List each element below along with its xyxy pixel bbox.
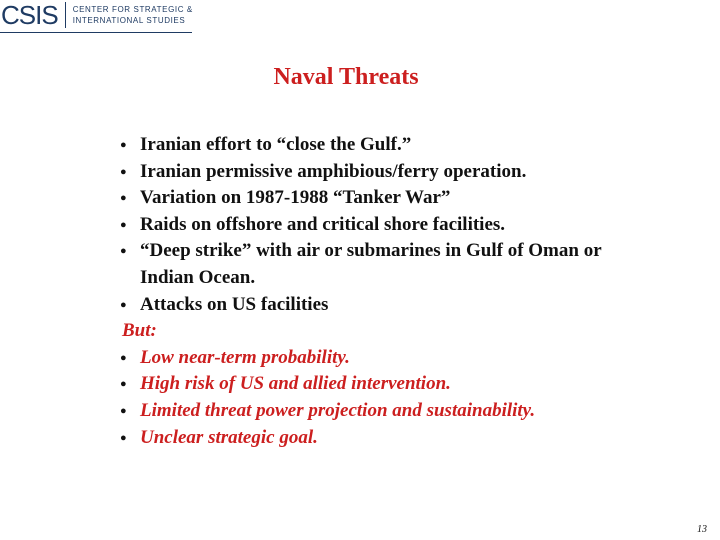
bullet-icon: ● — [120, 139, 127, 151]
logo-divider — [65, 2, 66, 28]
bullet-icon: ● — [120, 192, 127, 205]
bullet-icon: ● — [120, 431, 127, 444]
bullet-icon: ● — [120, 404, 127, 417]
csis-logo — [0, 0, 193, 30]
caveat-text: High risk of US and allied intervention. — [140, 373, 451, 395]
threat-text: Variation on 1987-1988 “Tanker War” — [140, 187, 451, 209]
threat-item — [118, 159, 658, 186]
bullet-icon: ● — [120, 165, 127, 178]
threat-item — [118, 238, 658, 291]
caveat-item — [118, 371, 658, 398]
threat-text: “Deep strike” with air or submarines in Gulf of Oman or Indian Ocean. — [140, 240, 602, 288]
bullet-icon: ● — [120, 298, 127, 311]
slide-content — [118, 132, 658, 451]
logo-text — [73, 4, 193, 26]
but-label: But: — [122, 320, 157, 342]
caveat-text: Limited threat power projection and sustainability. — [140, 399, 536, 421]
threat-text: Attacks on US facilities — [140, 293, 329, 315]
bullet-icon: ● — [120, 245, 127, 258]
caveat-item — [118, 345, 658, 372]
slide-title: Naval Threats — [273, 64, 419, 90]
caveat-text: Unclear strategic goal. — [140, 426, 318, 448]
bullet-icon: ● — [120, 351, 127, 364]
logo-line-1: CENTER FOR STRATEGIC & — [72, 5, 193, 14]
caveat-text: Low near-term probability. — [140, 346, 350, 368]
logo-underline — [0, 32, 192, 33]
threat-item — [118, 292, 658, 319]
caveat-item — [118, 425, 658, 452]
threat-text: Iranian permissive amphibious/ferry operation. — [140, 160, 527, 182]
threat-item — [118, 185, 658, 212]
logo-line-2: INTERNATIONAL STUDIES — [72, 16, 186, 25]
threat-text: Raids on offshore and critical shore facilities. — [140, 213, 506, 235]
caveat-item — [118, 398, 658, 425]
bullet-icon: ● — [120, 218, 127, 231]
page-number: 13 — [697, 524, 707, 535]
threat-text: Iranian effort to “close the Gulf.” — [140, 134, 412, 155]
logo-mark: CSIS — [1, 0, 58, 30]
bullet-icon: ● — [120, 378, 127, 391]
threat-item — [118, 132, 658, 159]
threat-item — [118, 212, 658, 239]
